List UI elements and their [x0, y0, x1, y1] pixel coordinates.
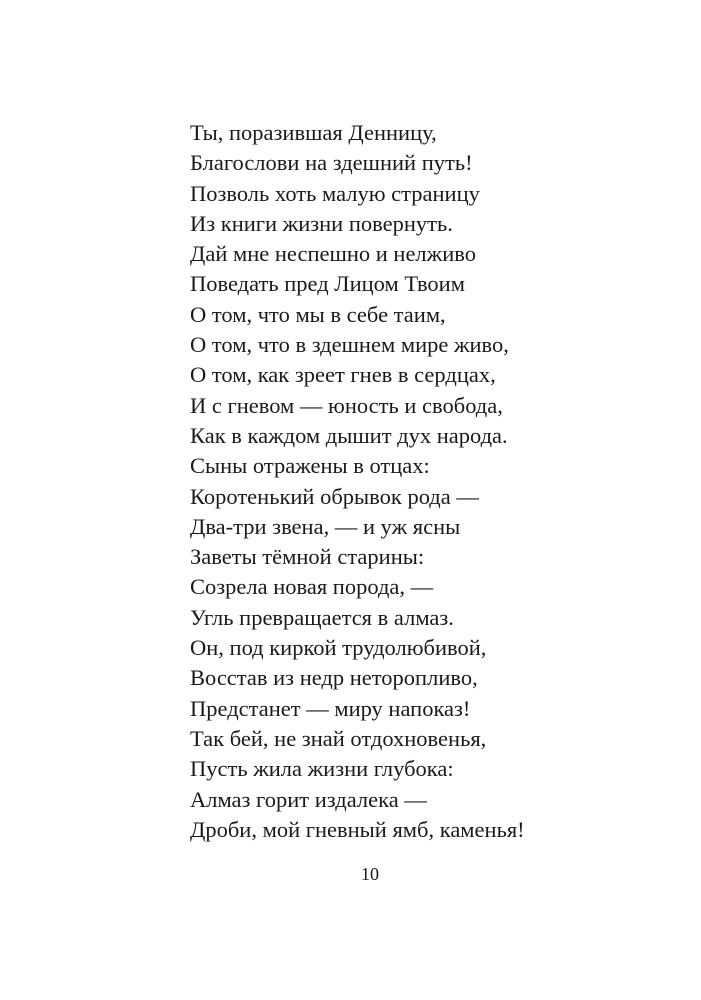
poem-line: Заветы тёмной старины: [190, 544, 425, 570]
poem-line: Два-три звена, — и уж ясны [190, 513, 461, 539]
poem-line: О том, что мы в себе таим, [190, 301, 446, 327]
poem-line: Пусть жила жизни глубока: [190, 756, 454, 782]
poem-line: Ты, поразившая Денницу, [190, 120, 437, 145]
poem-line: Так бей, не знай отдохновенья, [190, 725, 487, 751]
poem-line: Сыны отражены в отцах: [190, 453, 430, 479]
poem-line: Как в каждом дышит дух народа. [190, 422, 508, 448]
poem-line: Дроби, мой гневный ямб, каменья! [190, 816, 525, 842]
poem-line: Позволь хоть малую страницу [190, 180, 480, 206]
poem-line: Из книги жизни повернуть. [190, 210, 453, 236]
poem-line: Угль превращается в алмаз. [190, 604, 454, 630]
poem-line: Восстав из недр неторопливо, [190, 665, 478, 691]
poem-line: Алмаз горит издалека — [190, 786, 427, 812]
poem-line: Дай мне неспешно и нелживо [190, 241, 476, 267]
poem-line: Коротенький обрывок рода — [190, 483, 479, 509]
poem-line: Он, под киркой трудолюбивой, [190, 635, 487, 661]
poem-line: О том, как зреет гнев в сердцах, [190, 362, 496, 388]
poem-line: И с гневом — юность и свобода, [190, 392, 503, 418]
page-number: 10 [361, 864, 379, 884]
poem-line: Поведать пред Лицом Твоим [190, 271, 465, 297]
poem-line: О том, что в здешнем мире живо, [190, 332, 509, 358]
poem-text [190, 118, 525, 845]
poem-line: Предстанет — миру напоказ! [190, 695, 471, 721]
poem-line: Благослови на здешний путь! [190, 150, 473, 176]
poem-line: Созрела новая порода, — [190, 574, 434, 600]
